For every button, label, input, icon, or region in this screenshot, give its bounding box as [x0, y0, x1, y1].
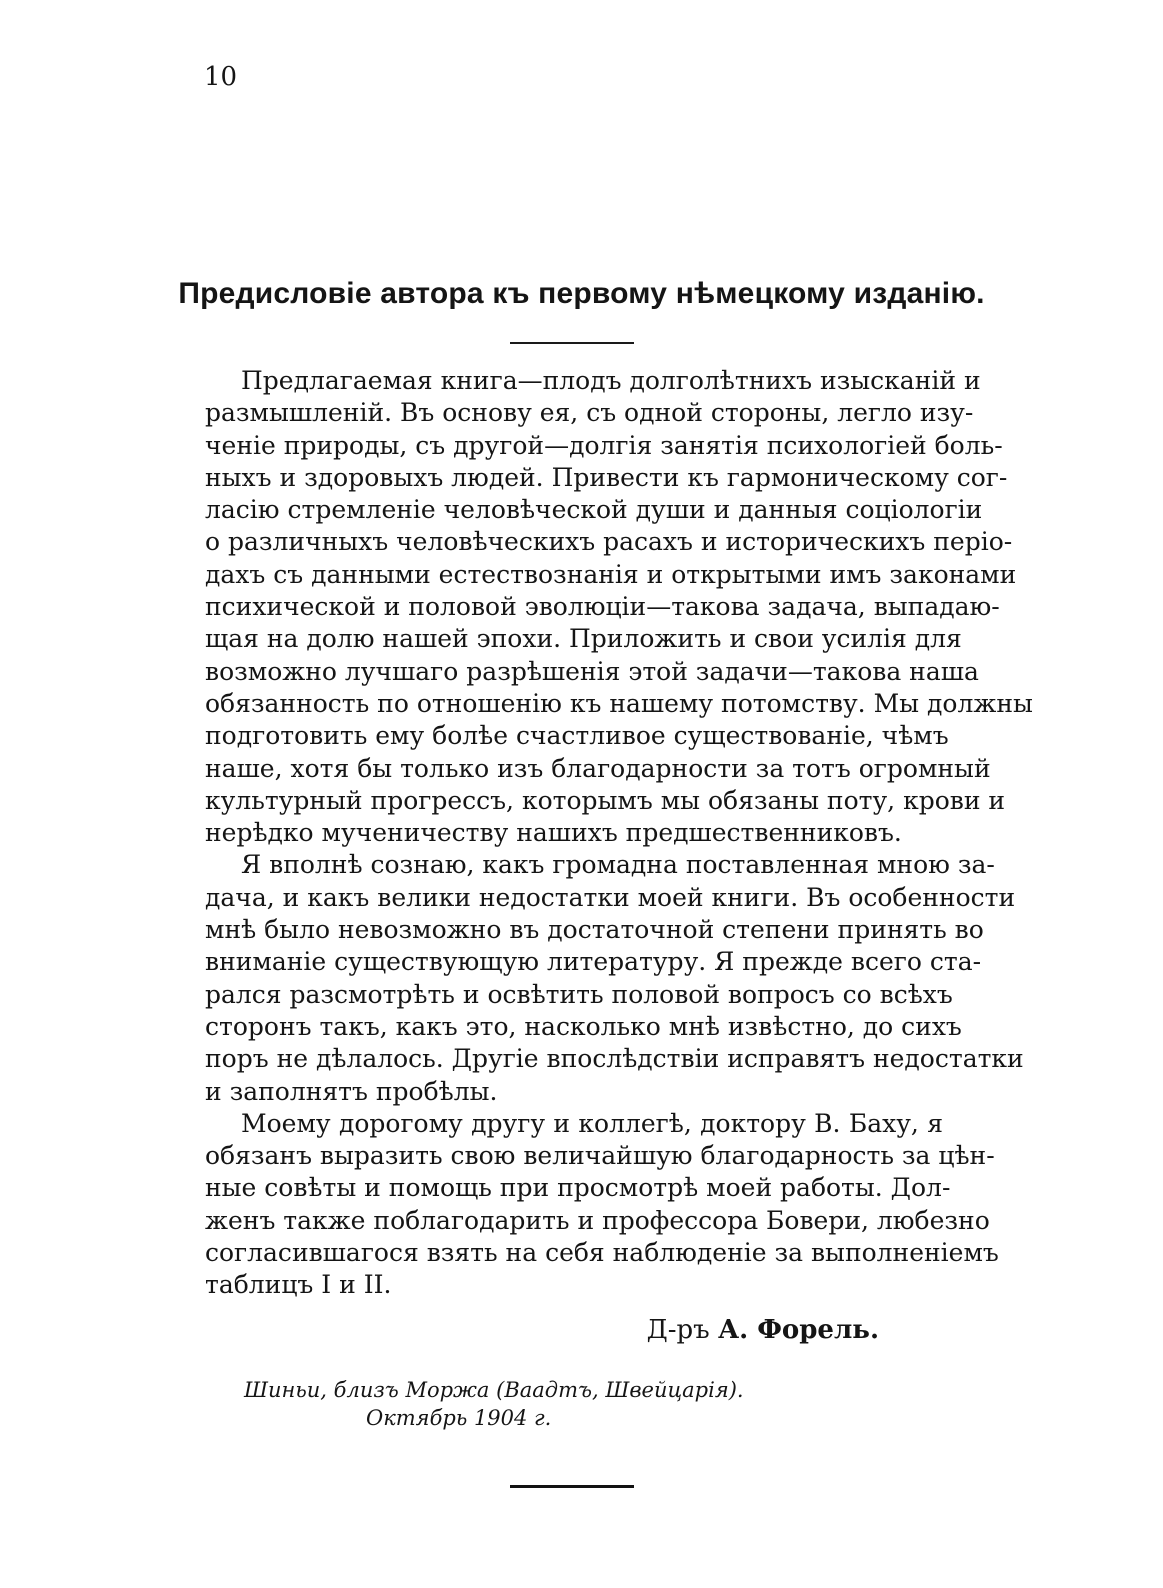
preface-body: [205, 365, 1033, 1302]
text-line: возможно лучшаго разрѣшенія этой задачи—такова наша: [205, 656, 979, 686]
text-line: дахъ съ данными естествознанія и открытыми имъ законами: [205, 559, 1017, 589]
text-line: ные совѣты и помощь при просмотрѣ моей работы. Дол-: [205, 1173, 951, 1203]
text-line: психической и половой эволюціи—такова задача, выпадаю-: [205, 592, 1000, 622]
page-number: 10: [204, 62, 238, 92]
text-line: дача, и какъ велики недостатки моей книги. Въ особенности: [205, 882, 1016, 912]
text-line: нерѣдко мученичеству нашихъ предшественниковъ.: [205, 818, 902, 848]
text-line: мнѣ было невозможно въ достаточной степени принять во: [205, 915, 984, 945]
text-line: вниманіе существующую литературу. Я прежде всего ста-: [205, 947, 982, 977]
text-line: о различныхъ человѣческихъ расахъ и историческихъ періо-: [205, 527, 1013, 557]
text-line: Я вполнѣ сознаю, какъ громадна поставленная мною за-: [241, 850, 995, 880]
text-line: поръ не дѣлалось. Другіе впослѣдствіи исправятъ недостатки: [205, 1044, 1024, 1074]
text-line: обязанъ выразить свою величайшую благодарность за цѣн-: [205, 1141, 995, 1171]
title-divider: [510, 342, 634, 344]
text-line: рался разсмотрѣть и освѣтить половой вопросъ со всѣхъ: [205, 979, 953, 1009]
text-line: наше, хотя бы только изъ благодарности за тотъ огромный: [205, 753, 991, 783]
text-line: согласившагося взять на себя наблюденіе за выполненіемъ: [205, 1238, 999, 1268]
text-line: размышленій. Въ основу ея, съ одной стороны, легло изу-: [205, 398, 974, 428]
text-line: женъ также поблагодарить и профессора Бовери, любезно: [205, 1205, 990, 1235]
text-line: ченіе природы, съ другой—долгія занятія психологіей боль-: [205, 430, 1003, 460]
place-line: Шиньи, близъ Моржа (Ваадтъ, Швейцарія).: [244, 1378, 744, 1402]
signature-prefix: Д-ръ: [646, 1315, 710, 1345]
end-divider: [510, 1485, 634, 1488]
preface-title: Предисловіе автора къ первому нѣмецкому изданію.: [178, 277, 985, 310]
text-line: таблицъ I и II.: [205, 1270, 392, 1300]
text-line: обязанность по отношенію къ нашему потомству. Мы должны: [205, 688, 1033, 718]
text-line: Предлагаемая книга—плодъ долголѣтнихъ изысканій и: [241, 366, 981, 395]
text-line: и заполнятъ пробѣлы.: [205, 1076, 498, 1106]
signature: [647, 1314, 879, 1346]
text-line: ныхъ и здоровыхъ людей. Привести къ гармоническому сог-: [205, 462, 1008, 492]
text-line: сторонъ такъ, какъ это, насколько мнѣ извѣстно, до сихъ: [205, 1011, 962, 1041]
text-line: культурный прогрессъ, которымъ мы обязаны поту, крови и: [205, 785, 1006, 815]
signature-name: А. Форель.: [717, 1315, 879, 1345]
date-line: Октябрь 1904 г.: [366, 1406, 552, 1430]
text-line: ласію стремленіе человѣческой души и данныя соціологіи: [205, 495, 983, 525]
text-line: щая на долю нашей эпохи. Приложить и свои усилія для: [205, 624, 962, 654]
text-line: Моему дорогому другу и коллегѣ, доктору В. Баху, я: [241, 1108, 943, 1138]
text-line: подготовить ему болѣе счастливое существованіе, чѣмъ: [205, 721, 949, 751]
